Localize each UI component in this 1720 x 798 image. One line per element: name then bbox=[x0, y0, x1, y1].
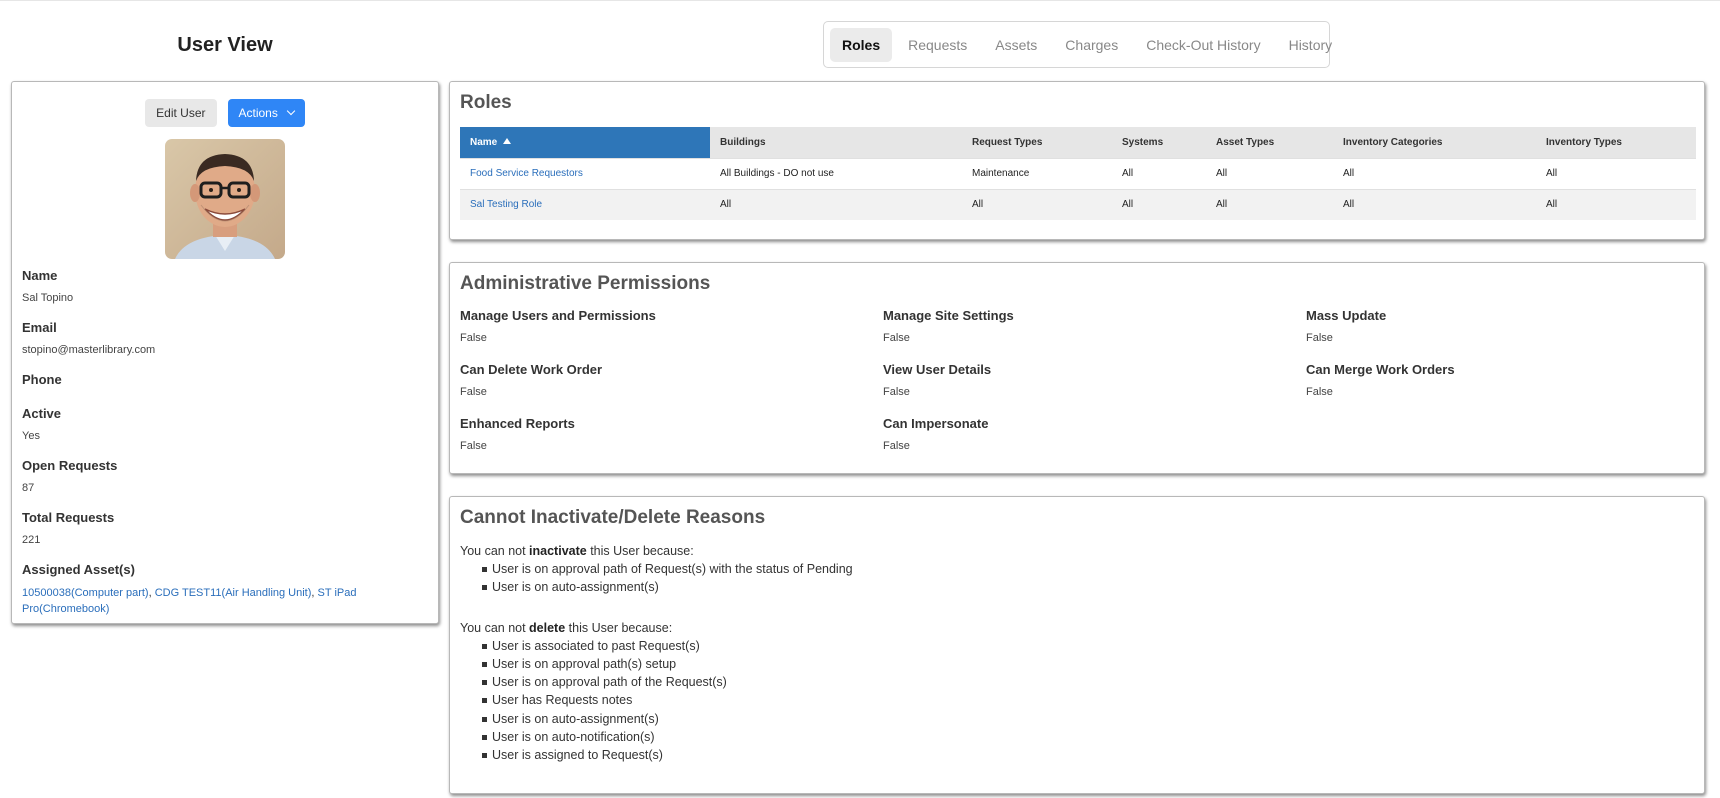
email-label: Email bbox=[22, 320, 57, 335]
permissions-title: Administrative Permissions bbox=[460, 273, 711, 294]
open-requests-value: 87 bbox=[22, 482, 35, 494]
list-item: User is on approval path of the Request(s) bbox=[482, 673, 1694, 691]
permission-value: False bbox=[460, 332, 487, 344]
permission-item bbox=[460, 307, 883, 357]
tab-requests[interactable]: Requests bbox=[908, 36, 968, 53]
column-header-name[interactable]: Name bbox=[460, 127, 710, 158]
roles-table bbox=[460, 127, 1696, 220]
permissions-grid bbox=[460, 307, 1694, 465]
permission-value: False bbox=[883, 386, 910, 398]
delete-keyword: delete bbox=[529, 620, 566, 635]
asset-link[interactable]: CDG TEST11(Air Handling Unit) bbox=[154, 587, 312, 599]
edit-user-button[interactable]: Edit User bbox=[145, 99, 216, 127]
permission-label: Manage Users and Permissions bbox=[460, 308, 656, 323]
permission-label: Enhanced Reports bbox=[460, 416, 575, 431]
table-header-row bbox=[460, 127, 1696, 158]
table-cell: All bbox=[1112, 158, 1206, 189]
permission-item bbox=[1306, 361, 1696, 411]
delete-reasons-list bbox=[482, 637, 1694, 765]
tab-assets[interactable]: Assets bbox=[995, 36, 1038, 53]
tab-charges[interactable]: Charges bbox=[1065, 36, 1119, 53]
asset-separator: , bbox=[148, 587, 155, 599]
open-requests-label: Open Requests bbox=[22, 458, 118, 473]
list-item: User is on auto-notification(s) bbox=[482, 728, 1694, 746]
assigned-assets-list bbox=[22, 585, 428, 617]
page-title: User View bbox=[177, 34, 273, 56]
column-header-systems[interactable]: Systems bbox=[1112, 127, 1206, 158]
sort-ascending-icon bbox=[503, 138, 511, 144]
permission-value: False bbox=[883, 440, 910, 452]
asset-link[interactable]: 10500038(Computer part) bbox=[22, 587, 149, 599]
tab-roles[interactable]: Roles bbox=[830, 28, 892, 62]
permission-item bbox=[883, 361, 1306, 411]
chevron-down-icon bbox=[287, 107, 295, 115]
inactivate-reasons-list bbox=[482, 560, 1694, 597]
user-photo-icon bbox=[165, 139, 285, 259]
total-requests-label: Total Requests bbox=[22, 510, 115, 525]
table-cell: All bbox=[962, 189, 1112, 220]
permission-item bbox=[883, 307, 1306, 357]
table-cell: All bbox=[1536, 158, 1696, 189]
top-divider bbox=[0, 0, 1720, 1]
user-fields bbox=[22, 267, 428, 617]
active-value: Yes bbox=[22, 430, 40, 442]
list-item: User is assigned to Request(s) bbox=[482, 746, 1694, 764]
name-label: Name bbox=[22, 268, 58, 283]
role-link[interactable]: Food Service Requestors bbox=[470, 168, 583, 179]
column-header-buildings[interactable]: Buildings bbox=[710, 127, 962, 158]
table-cell: All bbox=[1333, 189, 1536, 220]
user-details-panel bbox=[11, 81, 439, 624]
avatar bbox=[165, 139, 285, 259]
table-cell: All bbox=[1333, 158, 1536, 189]
table-cell: All bbox=[710, 189, 962, 220]
list-item: User is on auto-assignment(s) bbox=[482, 710, 1694, 728]
permission-label: Manage Site Settings bbox=[883, 308, 1014, 323]
permission-value: False bbox=[460, 386, 487, 398]
list-item: User is on approval path of Request(s) with the status of Pending bbox=[482, 560, 1694, 578]
table-cell: All bbox=[1536, 189, 1696, 220]
permission-label: Can Delete Work Order bbox=[460, 362, 603, 377]
permission-value: False bbox=[1306, 332, 1333, 344]
table-cell: All bbox=[1206, 189, 1333, 220]
table-row bbox=[460, 158, 1696, 189]
active-label: Active bbox=[22, 406, 62, 421]
total-requests-value: 221 bbox=[22, 534, 41, 546]
permission-item bbox=[460, 415, 883, 465]
permission-label: View User Details bbox=[883, 362, 992, 377]
inactivate-intro: You can not inactivate this User because: bbox=[460, 544, 694, 558]
asset-separator: , bbox=[311, 587, 318, 599]
administrative-permissions-panel bbox=[449, 262, 1705, 474]
table-cell: Maintenance bbox=[962, 158, 1112, 189]
role-name-cell bbox=[460, 158, 710, 189]
user-action-bar bbox=[22, 99, 428, 127]
permission-item bbox=[1306, 307, 1696, 357]
permission-label: Can Impersonate bbox=[883, 416, 989, 431]
role-link[interactable]: Sal Testing Role bbox=[470, 199, 543, 211]
list-item: User is on approval path(s) setup bbox=[482, 655, 1694, 673]
table-cell: All bbox=[1206, 158, 1333, 189]
roles-panel bbox=[449, 81, 1705, 240]
phone-label: Phone bbox=[22, 372, 62, 387]
permission-value: False bbox=[883, 332, 910, 344]
permission-value: False bbox=[1306, 386, 1333, 398]
table-cell: All Buildings - DO not use bbox=[710, 158, 962, 189]
actions-dropdown-button[interactable] bbox=[228, 99, 305, 127]
permission-label: Can Merge Work Orders bbox=[1306, 362, 1455, 377]
table-cell: All bbox=[1112, 189, 1206, 220]
actions-button-label: Actions bbox=[238, 106, 278, 120]
cannot-inactivate-delete-panel bbox=[449, 496, 1705, 794]
permission-item bbox=[883, 415, 1306, 465]
column-header-inventory-categories[interactable]: Inventory Categories bbox=[1333, 127, 1536, 158]
role-name-cell bbox=[460, 189, 710, 220]
column-header-asset-types[interactable]: Asset Types bbox=[1206, 127, 1333, 158]
list-item: User is on auto-assignment(s) bbox=[482, 578, 1694, 596]
inactivate-keyword: inactivate bbox=[529, 544, 587, 558]
tab-history[interactable]: History bbox=[1288, 36, 1333, 53]
permission-value: False bbox=[460, 440, 487, 452]
delete-intro: You can not delete this User because: bbox=[460, 620, 673, 635]
list-item: User has Requests notes bbox=[482, 691, 1694, 709]
column-header-request-types[interactable]: Request Types bbox=[962, 127, 1112, 158]
reasons-title: Cannot Inactivate/Delete Reasons bbox=[460, 507, 766, 528]
roles-title: Roles bbox=[460, 92, 512, 113]
permission-item bbox=[460, 361, 883, 411]
name-value: Sal Topino bbox=[22, 292, 74, 304]
tab-bar bbox=[823, 21, 1333, 68]
list-item: User is associated to past Request(s) bbox=[482, 637, 1694, 655]
permission-label: Mass Update bbox=[1306, 308, 1387, 323]
asset-link[interactable]: ST iPad Pro(Chromebook) bbox=[22, 587, 357, 615]
assigned-assets-label: Assigned Asset(s) bbox=[22, 562, 135, 577]
column-header-inventory-types[interactable]: Inventory Types bbox=[1536, 127, 1696, 158]
tab-check-out-history[interactable]: Check-Out History bbox=[1146, 36, 1261, 53]
table-row bbox=[460, 189, 1696, 220]
email-value: stopino@masterlibrary.com bbox=[22, 344, 156, 356]
